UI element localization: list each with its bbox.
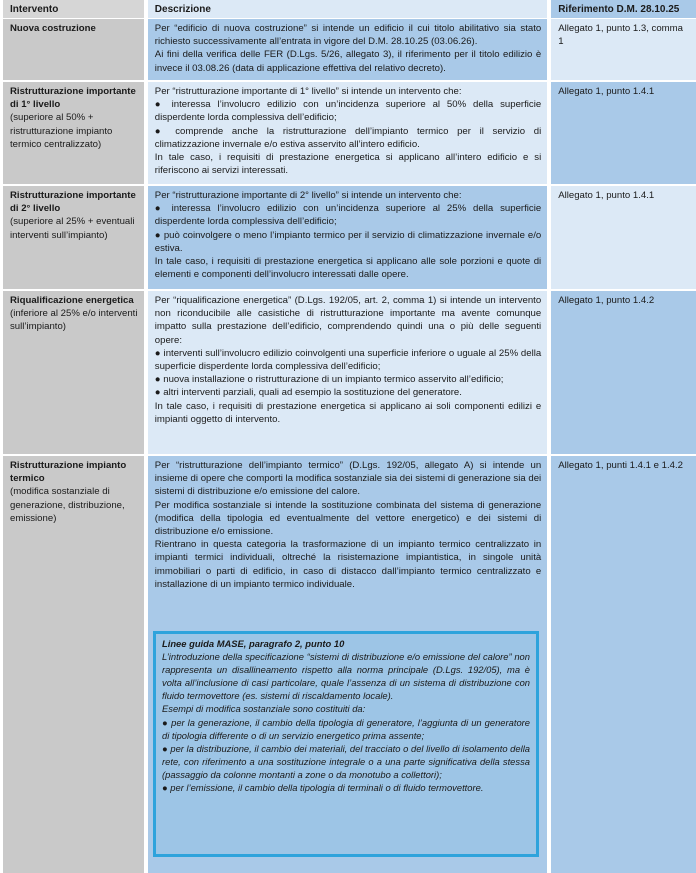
row-subtitle: (inferiore al 25% e/o interventi sull’impianto): [10, 308, 138, 333]
desc-paragraph: Per “riqualificazione energetica” (D.Lgs. 192/05, art. 2, comma 1) si intende un intervento non riconducibile alle casistiche di ristrutturazione importante ma avente comunque impatto sulla prestazione dell’edificio, comprendendo quindi una o più delle seguenti opere:: [154, 295, 542, 346]
row-reference: Allegato 1, punto 1.3, comma 1: [551, 19, 696, 80]
desc-paragraph: Per “ristrutturazione importante di 2° livello” si intende un intervento che:: [154, 190, 462, 201]
note-paragraph: L’introduzione della specificazione “sistemi di distribuzione e/o emissione del calore” non rappresenta un disallineamento rispetto alla norma principale (D.Lgs. 192/05), ma è volta all’inclusione di casi particolare, quale l’assenza di un sistema di distribuzione con fluido termovettore (es. sistemi di riscaldamento locale).: [162, 651, 530, 702]
note-heading: Linee guida MASE, paragrafo 2, punto 10: [162, 638, 345, 649]
desc-paragraph: Per modifica sostanziale si intende la sostituzione combinata del sistema di generazione (modifica della tipologia ed eventualmente del vettore energetico) e dei sistemi di distribuzione e/o emissione.: [154, 499, 542, 538]
row-title: Nuova costruzione: [10, 23, 96, 34]
row-description: [148, 19, 547, 80]
desc-bullet: ● interessa l’involucro edilizio con un’incidenza superiore al 50% della superficie disperdente lorda complessiva dell’edificio;: [154, 99, 542, 124]
row-subtitle: (modifica sostanziale di generazione, distribuzione, emissione): [10, 486, 125, 524]
row-title: Ristrutturazione impianto termico: [10, 460, 127, 485]
desc-paragraph: In tale caso, i requisiti di prestazione energetica si applicano alle sole porzioni e quote di elementi e componenti dell’involucro interessati dalle opere.: [154, 256, 542, 281]
header-intervento: Intervento: [3, 0, 144, 18]
row-reference: Allegato 1, punto 1.4.1: [551, 186, 696, 289]
row-reference: Allegato 1, punto 1.4.1: [551, 82, 696, 184]
desc-paragraph: Ai fini della verifica delle FER (D.Lgs. 5/26, allegato 3), il riferimento per il titolo edilizio è invece il 03.08.26 (data di applicazione effettiva del relativo decreto).: [154, 49, 542, 74]
row-description: [148, 291, 547, 454]
desc-bullet: ● può coinvolgere o meno l’impianto termico per il servizio di climatizzazione invernale e/o estiva.: [154, 229, 542, 254]
desc-bullet: ● interventi sull’involucro edilizio coinvolgenti una superficie inferiore o uguale al 25% della superficie disperdente lorda complessiva dell’edificio;: [154, 347, 542, 373]
desc-paragraph: In tale caso, i requisiti di prestazione energetica si applicano ai soli componenti edilizi e impianti oggetto di intervento.: [154, 400, 542, 425]
desc-bullet: ● nuova installazione o ristrutturazione di un impianto termico asservito all’edificio;: [154, 374, 504, 386]
desc-paragraph: Rientrano in questa categoria la trasformazione di un impianto termico centralizzato in impianti termici individuali, oltreché la risistemazione impiantistica, in singole unità immobiliari o parti di edificio, in caso di distacco dall’impianto termico centralizzato e installazione di un impianto termico individuale.: [154, 539, 542, 590]
row-title: Ristrutturazione importante di 2° livello: [10, 190, 136, 215]
note-bullet: ● per l’emissione, il cambio della tipologia di terminali o di fluido termovettore.: [162, 782, 484, 794]
row-label: [3, 186, 144, 289]
guideline-note-box: [153, 631, 539, 857]
note-paragraph: Esempi di modifica sostanziale sono costituiti da:: [162, 703, 366, 715]
desc-paragraph: Per “ristrutturazione importante di 1° livello” si intende un intervento che:: [154, 86, 462, 97]
note-bullet: ● per la generazione, il cambio della tipologia di generatore, l’aggiunta di un generatore di tipologia differente o di un servizio energetico prima assente;: [162, 716, 530, 741]
desc-bullet: ● altri interventi parziali, quali ad esempio la sostituzione del generatore.: [154, 387, 462, 399]
row-description: [148, 82, 547, 184]
desc-bullet: ● interessa l’involucro edilizio con un’incidenza superiore al 25% della superficie disperdente lorda complessiva dell’edificio;: [154, 203, 542, 228]
row-label: [3, 291, 144, 454]
table-header-row: [0, 0, 696, 18]
row-label: [3, 456, 144, 873]
row-reference: Allegato 1, punto 1.4.2: [551, 291, 696, 454]
row-label: [3, 19, 144, 80]
header-descrizione: Descrizione: [148, 0, 547, 18]
table-row: [0, 186, 696, 289]
row-subtitle: (superiore al 25% + eventuali interventi sull’impianto): [10, 216, 135, 241]
row-description: [148, 186, 547, 289]
table-row: [0, 19, 696, 80]
desc-paragraph: In tale caso, i requisiti di prestazione energetica si applicano all’intero edificio e si riferiscono ai servizi interessati.: [154, 152, 542, 177]
note-bullet: ● per la distribuzione, il cambio dei materiali, del tracciato o del livello di isolamento della rete, con riferimento a una sostituzione integrale o a una parte significativa della stessa (passaggio da colonne montanti a zone o da monotubo a collettori);: [162, 742, 530, 780]
row-label: [3, 82, 144, 184]
row-title: Ristrutturazione importante di 1° livello: [10, 86, 136, 111]
desc-bullet: ● comprende anche la ristrutturazione dell’impianto termico per il servizio di climatizzazione invernale e/o estiva asservito all’intero edificio.: [154, 125, 542, 150]
row-title: Riqualificazione energetica: [10, 295, 134, 306]
row-reference: Allegato 1, punti 1.4.1 e 1.4.2: [551, 456, 696, 873]
table-row: [0, 291, 696, 454]
desc-paragraph: Per “edificio di nuova costruzione” si intende un edificio il cui titolo abilitativo sia stato richiesto successivamente all’entrata in vigore del D.M. 28.10.25 (03.06.26).: [154, 23, 542, 48]
header-riferimento: Riferimento D.M. 28.10.25: [551, 0, 696, 18]
table-row: [0, 82, 696, 184]
row-subtitle: (superiore al 50% + ristrutturazione impianto termico centralizzato): [10, 112, 113, 150]
desc-paragraph: Per “ristrutturazione dell’impianto termico” (D.Lgs. 192/05, allegato A) si intende un insieme di opere che comporti la modifica sostanziale sia dei sistemi di generazione sia dei sistemi di distribuzione e/o emissione del calore.: [154, 460, 542, 498]
